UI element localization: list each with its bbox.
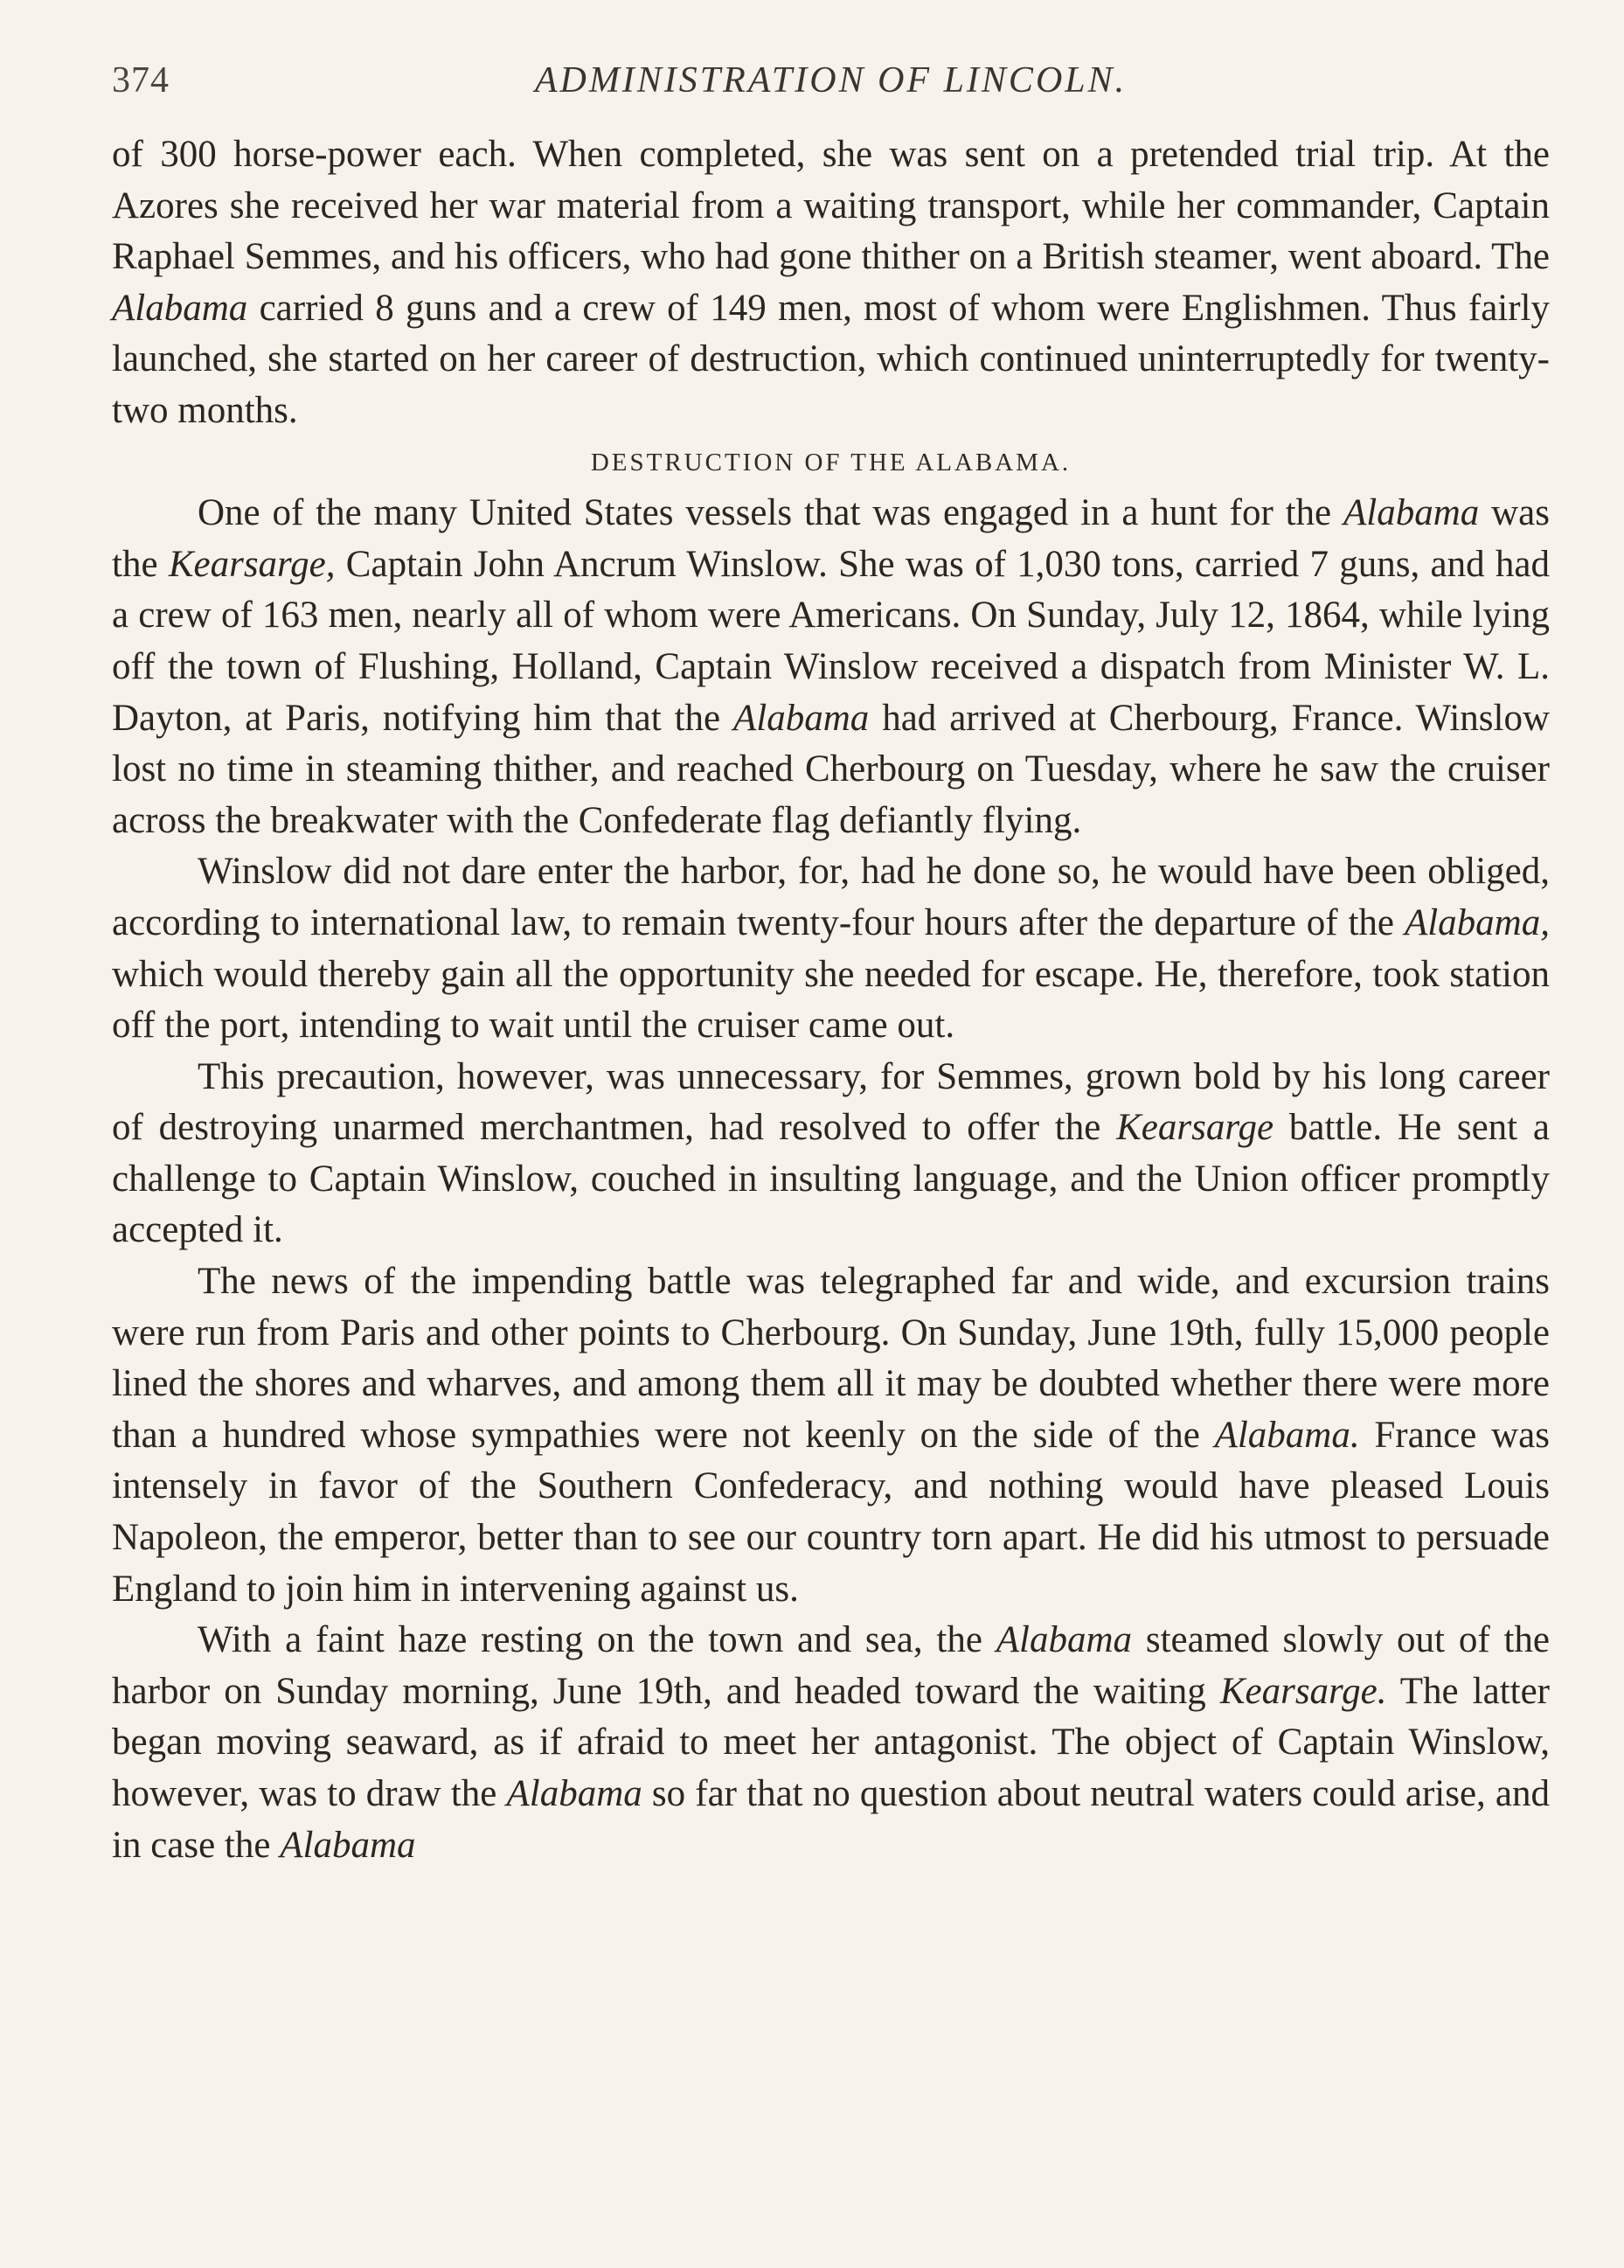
paragraph: One of the many United States vessels that was engaged in a hunt for the Alabama was the Kearsarge, Captain John Ancrum Winslow. She was of 1,030 tons, carried 7 guns, and had a crew of 163 men, nearly all of whom were Americans. On Sunday, July 12, 1864, while lying off the town of Flushing, Holland, Captain Winslow received a dispatch from Minister W. L. Dayton, at Paris, notifying him that the Alabama had arrived at Cherbourg, France. Winslow lost no time in steaming thither, and reached Cherbourg on Tuesday, where he saw the cruiser across the breakwater with the Confederate flag defiantly flying. bbox=[112, 492, 1551, 841]
paragraph: With a faint haze resting on the town and sea, the Alabama steamed slowly out of the harbor on Sunday morning, June 19th, and headed toward the waiting Kearsarge. The latter began moving seaward, as if afraid to meet her antagonist. The object of Captain Winslow, however, was to draw the Alabama so far that no question about neutral waters could arise, and in case the Alabama bbox=[112, 1619, 1550, 1866]
page-body bbox=[112, 129, 1550, 1871]
page-number: 374 bbox=[112, 60, 170, 101]
paragraph-continued: of 300 horse-power each. When completed, she was sent on a pretended trial trip. At the Azores she received her war material from a waiting transport, while her commander, Captain Raphael Semmes, and his officers, who had gone thither on a British steamer, went aboard. The Alabama carried 8 guns and a crew of 149 men, most of whom were Englishmen. Thus fairly launched, she started on her career of destruction, which continued uninterruptedly for twenty-two months. bbox=[112, 134, 1550, 431]
paragraph: This precaution, however, was unnecessary, for Semmes, grown bold by his long career of destroying unarmed merchantmen, had resolved to offer the Kearsarge battle. He sent a challenge to Captain Winslow, couched in insulting language, and the Union officer promptly accepted it. bbox=[112, 1055, 1550, 1251]
section-heading: DESTRUCTION OF THE ALABAMA. bbox=[590, 448, 1072, 477]
page-header bbox=[112, 59, 1550, 112]
paragraph: Winslow did not dare enter the harbor, for, had he done so, he would have been obliged, according to international law, to remain twenty-four hours after the departure of the Alabama, which would thereby gain all the opportunity she needed for escape. He, therefore, took station off the port, intending to wait until the cruiser came out. bbox=[112, 851, 1550, 1047]
running-title: ADMINISTRATION OF LINCOLN. bbox=[534, 60, 1128, 101]
paragraph: The news of the impending battle was telegraphed far and wide, and excursion trains were run from Paris and other points to Cherbourg. On Sunday, June 19th, fully 15,000 people lined the shores and wharves, and among them all it may be doubted whether there were more than a hundred whose sympathies were not keenly on the side of the Alabama. France was intensely in favor of the Southern Confederacy, and nothing would have pleased Louis Napoleon, the emperor, better than to see our country torn apart. He did his utmost to persuade England to join him in intervening against us. bbox=[112, 1261, 1550, 1610]
